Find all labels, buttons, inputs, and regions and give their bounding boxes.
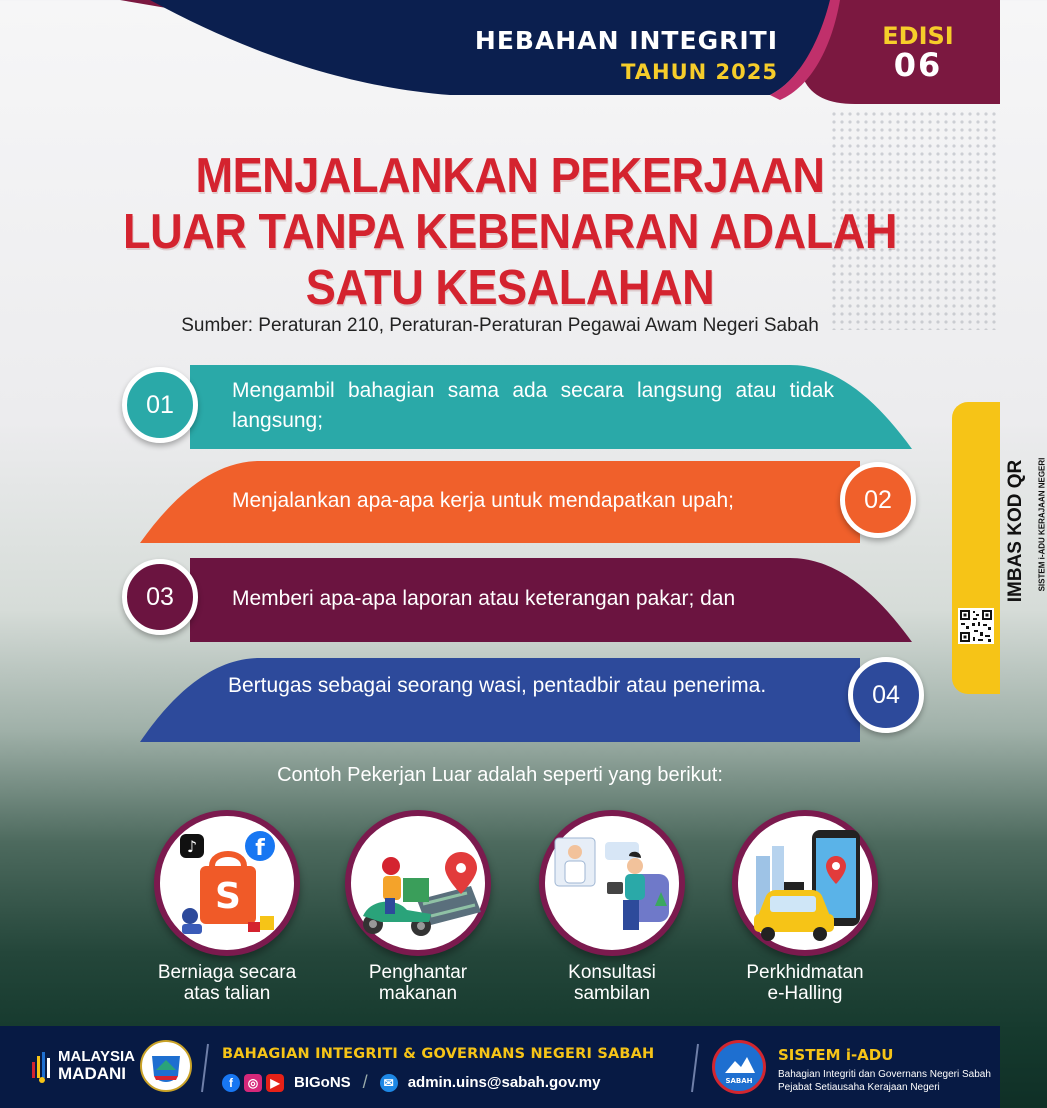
header-title: HEBAHAN INTEGRITI	[474, 26, 778, 55]
main-title	[96, 148, 924, 316]
example-label	[132, 962, 322, 1004]
qr-title: IMBAS KOD QR	[1005, 459, 1026, 603]
example-label-line: makanan	[378, 983, 458, 1004]
item-text-03: Memberi apa-apa laporan atau keterangan pakar; dan	[232, 587, 736, 610]
e-hailing-icon	[732, 810, 878, 956]
title-line: SATU KESALAHAN	[305, 261, 715, 315]
svg-text:S: S	[215, 876, 241, 917]
edition-label: EDISI	[882, 22, 954, 50]
food-delivery-icon	[345, 810, 491, 956]
item-number-01: 01	[122, 367, 198, 443]
consultation-icon	[539, 810, 685, 956]
i-adu-subtitle-line: Pejabat Setiausaha Kerajaan Negeri	[778, 1082, 940, 1093]
footer	[0, 1026, 1000, 1108]
i-adu-title: SISTEM i-ADU	[778, 1046, 894, 1064]
example-online-shop	[132, 810, 322, 1004]
email-icon[interactable]: ✉	[380, 1074, 398, 1092]
examples-lead: Contoh Pekerjan Luar adalah seperti yang berikut:	[277, 764, 723, 786]
example-label-line: atas talian	[183, 983, 271, 1004]
header-year: TAHUN 2025	[621, 60, 778, 84]
example-label-line: e-Halling	[767, 983, 843, 1004]
youtube-icon[interactable]: ▶	[266, 1074, 284, 1092]
item-text-01: Mengambil bahagian sama ada secara langsung atau tidak langsung;	[232, 379, 834, 432]
example-food-delivery	[323, 810, 513, 1004]
i-adu-subtitle-line: Bahagian Integriti dan Governans Negeri Sabah	[778, 1069, 991, 1080]
instagram-icon[interactable]: ◎	[244, 1074, 262, 1092]
footer-social	[222, 1072, 600, 1093]
item-text-02: Menjalankan apa-apa kerja untuk mendapatkan upah;	[232, 489, 735, 512]
qr-subtitle: SISTEM i-ADU KERAJAAN NEGERI	[1037, 457, 1047, 592]
example-label-line: Berniaga secara	[157, 962, 297, 983]
item-number-03: 03	[122, 559, 198, 635]
malaysia-madani-logo-icon	[30, 1048, 56, 1084]
title-line: MENJALANKAN PEKERJAAN	[195, 149, 825, 203]
example-label-line: sambilan	[573, 983, 651, 1004]
facebook-icon[interactable]: f	[222, 1074, 240, 1092]
header-shape	[0, 0, 1000, 110]
qr-code-icon[interactable]	[958, 608, 994, 644]
online-shop-icon	[154, 810, 300, 956]
example-label-line: Perkhidmatan	[746, 962, 864, 983]
footer-email[interactable]: admin.uins@sabah.gov.my	[407, 1074, 601, 1091]
example-e-hailing	[710, 810, 900, 1004]
footer-divider	[200, 1044, 210, 1092]
social-handle[interactable]: BIGoNS	[294, 1074, 351, 1091]
item-number-04: 04	[848, 657, 924, 733]
i-adu-subtitle	[778, 1068, 991, 1094]
i-adu-logo-text: SABAH	[725, 1077, 753, 1085]
svg-text:♪: ♪	[186, 837, 198, 856]
header-banner	[0, 0, 1000, 110]
source-note: Sumber: Peraturan 210, Peraturan-Peraturan Pegawai Awam Negeri Sabah	[181, 315, 819, 336]
sabah-crest-icon	[140, 1040, 192, 1092]
i-adu-logo-icon	[712, 1040, 766, 1094]
madani-line: MADANI	[58, 1064, 126, 1083]
madani-line: MALAYSIA	[58, 1048, 135, 1065]
edition-number: 06	[893, 46, 943, 84]
example-label-line: Penghantar	[368, 962, 468, 983]
example-label	[323, 962, 513, 1004]
svg-text:f: f	[255, 836, 265, 861]
footer-separator: /	[362, 1072, 368, 1092]
example-label	[517, 962, 707, 1004]
example-label	[710, 962, 900, 1004]
title-line: LUAR TANPA KEBENARAN ADALAH	[123, 205, 897, 259]
item-number-02: 02	[840, 462, 916, 538]
footer-divider	[690, 1044, 700, 1092]
example-label-line: Konsultasi	[568, 962, 656, 983]
footer-org-name: BAHAGIAN INTEGRITI & GOVERNANS NEGERI SABAH	[222, 1046, 655, 1062]
example-consultation	[517, 810, 707, 1004]
malaysia-madani-logo	[58, 1048, 135, 1082]
qr-side-tab[interactable]	[952, 402, 1000, 694]
item-text-04: Bertugas sebagai seorang wasi, pentadbir atau penerima.	[228, 674, 767, 697]
